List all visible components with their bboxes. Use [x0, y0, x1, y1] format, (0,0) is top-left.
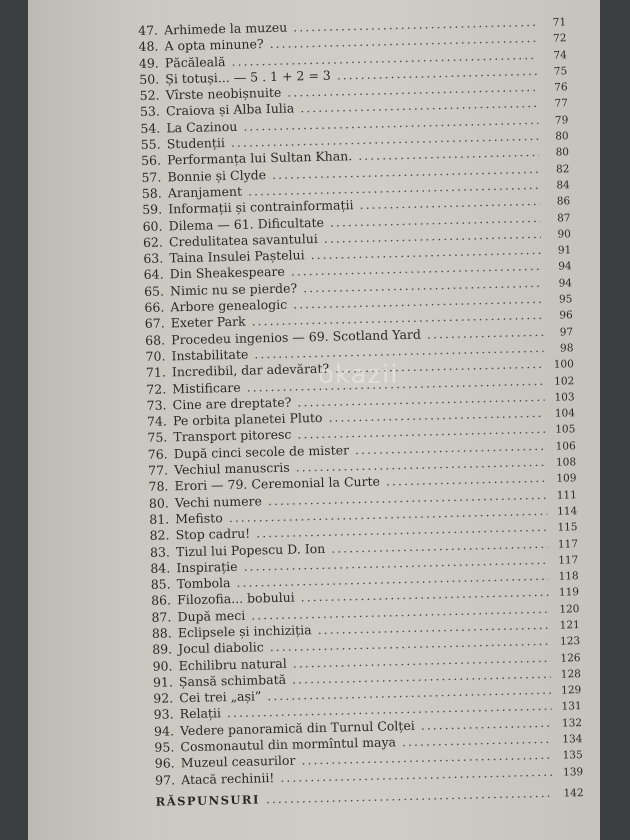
entry-page-number: 108 — [555, 456, 577, 469]
entry-page-number: 139 — [562, 765, 584, 779]
entry-number: 71. — [145, 364, 166, 381]
entry-page-number: 94 — [558, 260, 572, 273]
entry-title: Tizul lui Popescu D. Ion — [175, 540, 326, 559]
entry-page-number: 142 — [563, 787, 584, 800]
entry-title: Dilema — 61. Dificultate — [168, 214, 325, 233]
entry-title: Eclipsele și inchiziția — [177, 622, 312, 641]
entry-title: După meci — [177, 607, 246, 624]
entry-page-number: 131 — [561, 700, 582, 714]
entry-page-number: 80 — [555, 146, 570, 159]
entry-number: 80. — [148, 495, 169, 511]
entry-number: 78. — [148, 478, 169, 495]
entry-page-number: 105 — [555, 423, 576, 437]
entry-title: Nimic nu se pierde? — [169, 280, 298, 299]
entry-title: Incredibil, dar adevărat? — [171, 360, 330, 380]
entry-page-number: 100 — [553, 358, 574, 371]
toc-entry-answers — [155, 784, 583, 810]
entry-number: 70. — [145, 348, 166, 364]
entry-title: Vechiul manuscris — [173, 459, 290, 478]
book-page — [28, 0, 600, 840]
entry-number: 77. — [147, 462, 169, 478]
entry-page-number: 128 — [560, 667, 582, 681]
entry-number: 92. — [153, 690, 174, 706]
entry-page-number: 84 — [556, 179, 570, 192]
entry-number: 52. — [139, 87, 160, 104]
entry-page-number: 120 — [559, 602, 580, 616]
entry-title: Craiova și Alba Iulia — [165, 100, 295, 119]
entry-title: Muzeul ceasurilor — [180, 752, 296, 771]
entry-title: Instabilitate — [171, 346, 249, 364]
entry-number: 56. — [140, 152, 162, 169]
entry-number: 68. — [145, 332, 166, 348]
entry-page-number: 75 — [553, 65, 568, 78]
entry-page-number: 104 — [554, 407, 576, 420]
entry-page-number: 94 — [558, 276, 573, 290]
entry-title: Vedere panoramică din Turnul Colței — [179, 717, 415, 738]
entry-number: 88. — [151, 625, 172, 641]
entry-title: RĂSPUNSURI — [155, 792, 261, 809]
entry-title: Taina Insulei Paștelui — [169, 247, 305, 266]
entry-title: Păcăleală — [164, 53, 226, 70]
entry-title: Procedeu ingenios — 69. Scotland Yard — [171, 326, 422, 347]
entry-number: 58. — [141, 185, 162, 201]
entry-number: 55. — [140, 136, 161, 153]
entry-number: 63. — [143, 250, 164, 267]
entry-title: Stop cadru! — [175, 525, 251, 543]
entry-number: 74. — [146, 413, 168, 430]
watermark: okazii — [318, 360, 399, 390]
entry-number: 49. — [138, 55, 159, 71]
entry-number: 47. — [138, 22, 159, 38]
entry-title: Informații și contrainformații — [168, 197, 354, 217]
entry-number: 57. — [141, 169, 162, 185]
entry-page-number: 90 — [557, 228, 572, 241]
entry-number: 86. — [150, 592, 172, 609]
entry-page-number: 121 — [559, 619, 580, 632]
entry-number: 82. — [149, 527, 170, 544]
entry-title: Echilibru natural — [178, 655, 287, 673]
entry-title: Cine are dreptate? — [172, 394, 292, 413]
entry-title: Mistificare — [172, 379, 241, 396]
entry-title: Și totuși... — 5 . 1 + 2 = 3 — [165, 67, 331, 87]
entry-number: 95. — [154, 739, 175, 755]
entry-page-number: 98 — [559, 342, 574, 355]
entry-number: 53. — [139, 104, 161, 120]
entry-number: 67. — [144, 315, 165, 332]
entry-page-number: 97 — [559, 325, 574, 339]
entry-page-number: 103 — [554, 391, 575, 404]
entry-title: Inspirație — [176, 558, 238, 576]
entry-number: 62. — [142, 234, 164, 250]
entry-title: A opta minune? — [164, 36, 264, 54]
entry-page-number: 80 — [555, 130, 569, 143]
entry-page-number: 114 — [557, 505, 578, 518]
entry-page-number: 72 — [552, 32, 567, 45]
entry-number: 64. — [143, 266, 164, 283]
entry-number: 85. — [150, 576, 171, 592]
entry-number: 93. — [153, 706, 174, 723]
entry-page-number: 119 — [558, 586, 580, 599]
entry-number: 60. — [142, 218, 163, 234]
entry-number: 66. — [144, 299, 165, 315]
entry-page-number: 129 — [561, 684, 582, 697]
entry-title: După cinci secole de mister — [173, 442, 350, 462]
entry-page-number: 87 — [557, 211, 571, 225]
entry-title: Vechi numere — [174, 492, 263, 510]
entry-title: Din Sheakespeare — [169, 264, 285, 282]
entry-title: Arbore genealogic — [170, 296, 288, 315]
entry-title: Relații — [179, 705, 222, 722]
entry-number: 91. — [152, 674, 174, 690]
entry-page-number: 132 — [561, 716, 583, 730]
entry-number: 90. — [152, 657, 173, 674]
entry-page-number: 118 — [558, 570, 579, 583]
entry-number: 50. — [139, 71, 160, 87]
entry-title: Arhimede la muzeu — [163, 19, 288, 38]
entry-title: Șansă schimbată — [178, 671, 287, 690]
entry-page-number: 79 — [554, 114, 569, 127]
entry-page-number: 106 — [555, 439, 576, 453]
entry-number: 87. — [151, 609, 172, 625]
entry-page-number: 76 — [554, 81, 568, 94]
entry-title: Bonnie și Clyde — [167, 166, 267, 185]
entry-page-number: 82 — [555, 162, 570, 176]
table-of-contents — [138, 13, 584, 810]
entry-title: Performanța lui Sultan Khan. — [166, 148, 353, 168]
entry-page-number: 126 — [560, 651, 581, 665]
entry-number: 89. — [152, 641, 173, 658]
entry-title: Pe orbita planetei Pluto — [172, 410, 323, 429]
entry-number: 76. — [147, 446, 168, 462]
entry-page-number: 115 — [557, 521, 578, 534]
entry-title: Cosmonautul din mormîntul maya — [180, 734, 397, 755]
entry-page-number: 117 — [558, 553, 579, 567]
entry-title: Aranjament — [167, 183, 243, 201]
entry-title: Exeter Park — [170, 313, 246, 331]
entry-page-number: 102 — [554, 374, 575, 388]
entry-title: Vîrste neobișnuite — [165, 84, 282, 103]
entry-number: 73. — [146, 397, 167, 413]
entry-title: Filozofia... bobului — [176, 589, 295, 608]
entry-title: La Cazinou — [166, 118, 238, 136]
entry-page-number: 77 — [554, 97, 569, 111]
entry-number: 84. — [150, 560, 171, 576]
entry-number: 48. — [138, 38, 159, 55]
dot-leader — [266, 785, 554, 808]
entry-page-number: 91 — [557, 244, 572, 257]
entry-number: 65. — [143, 283, 165, 299]
entry-title: Transport pitoresc — [173, 427, 292, 445]
entry-title: Studenții — [166, 135, 226, 152]
entry-page-number: 71 — [552, 16, 567, 29]
entry-title: Jocul diabolic — [178, 639, 264, 657]
entry-title: Atacă rechinii! — [181, 769, 275, 787]
entry-page-number: 109 — [556, 472, 577, 485]
entry-number: 54. — [140, 120, 161, 136]
entry-page-number: 111 — [556, 488, 577, 502]
entry-page-number: 96 — [559, 309, 573, 322]
entry-title: Credulitatea savantului — [168, 230, 318, 250]
entry-title: Erori — 79. Ceremonial la Curte — [174, 473, 381, 494]
entry-number: 72. — [146, 380, 167, 397]
entry-number: 59. — [142, 201, 163, 218]
entry-page-number: 134 — [562, 733, 583, 746]
entry-page-number: 74 — [553, 48, 567, 62]
entry-title: Mefisto — [175, 510, 223, 527]
entry-page-number: 117 — [557, 537, 579, 551]
entry-number: 75. — [147, 429, 168, 446]
entry-page-number: 95 — [558, 293, 573, 306]
entry-number: 81. — [149, 511, 170, 527]
entry-page-number: 86 — [556, 195, 571, 208]
entry-title: Cei trei „ași” — [179, 688, 262, 706]
entry-number: 83. — [149, 543, 171, 560]
entry-number: 97. — [155, 772, 176, 788]
entry-number: 94. — [153, 723, 175, 739]
entry-page-number: 135 — [562, 749, 583, 762]
entry-page-number: 123 — [559, 635, 581, 648]
entry-number: 96. — [154, 755, 175, 772]
entry-title: Tombola — [176, 575, 231, 592]
